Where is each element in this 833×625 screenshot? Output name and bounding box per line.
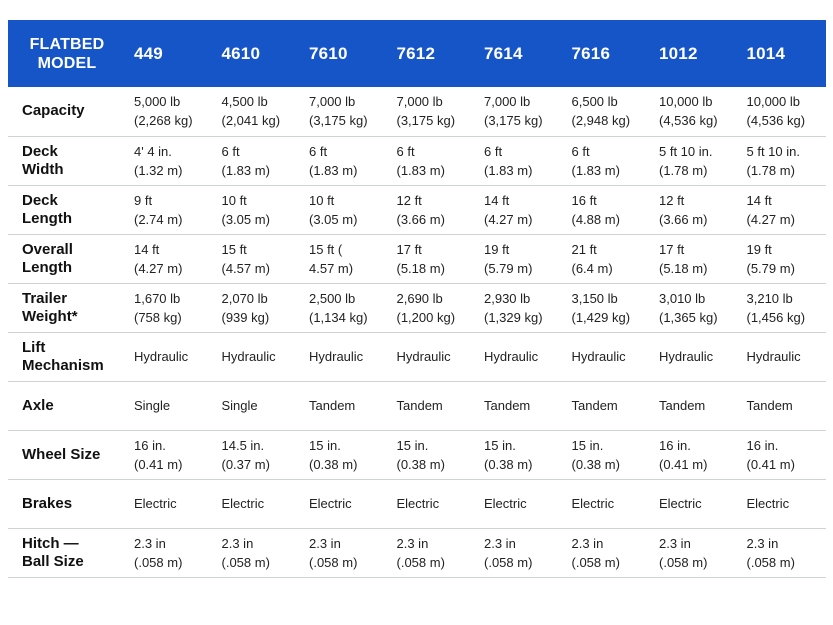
cell-value-primary: 6 ft [221,143,240,159]
model-header: 449 [126,20,214,87]
table-cell [214,283,302,332]
table-cell [651,87,739,136]
table-cell [214,185,302,234]
table-cell [476,479,564,528]
row-label-line: Mechanism [22,356,104,374]
cell-value-primary: Tandem [746,398,793,413]
cell-value-metric: (939 kg) [221,309,270,325]
cell-value-metric: (6.4 m) [571,260,613,276]
table-cell [564,136,652,185]
table-cell [476,430,564,479]
cell-value-metric: (.058 m) [484,554,533,570]
cell-value-primary: 15 in. [309,437,341,453]
cell-value-primary: 12 ft [659,192,685,208]
cell-value-primary: 17 ft [659,241,685,257]
corner-header [8,20,126,87]
table-cell [739,234,827,283]
cell-value-primary: 21 ft [571,241,597,257]
cell-value-primary: Electric [134,496,177,511]
cell-value-metric: (0.38 m) [484,456,533,472]
cell-value-primary: 6 ft [571,143,590,159]
cell-value-primary: 2,500 lb [309,290,356,306]
cell-value-primary: 2.3 in [134,535,166,551]
row-label-line: Length [22,258,72,276]
cell-value-primary: Hydraulic [309,349,364,364]
cell-value-primary: 6 ft [309,143,328,159]
cell-value-primary: 2.3 in [571,535,604,551]
table-cell [564,87,652,136]
table-cell [126,283,214,332]
cell-value-metric: (4.27 m) [134,260,183,276]
cell-value-primary: Electric [571,496,615,511]
table-cell [301,528,389,577]
cell-value-primary: Electric [396,496,440,511]
cell-value-primary: 7,000 lb [396,94,443,110]
model-header: 7612 [389,20,477,87]
cell-value-metric: (1.83 m) [396,162,445,178]
table-cell [389,87,477,136]
row-label [8,479,126,528]
cell-value-metric: (5.79 m) [746,260,795,276]
table-cell [389,430,477,479]
cell-value-primary: 2.3 in [221,535,254,551]
table-cell [301,479,389,528]
table-cell [651,430,739,479]
row-label-line: Hitch — [22,534,79,552]
cell-value-primary: Hydraulic [659,349,714,364]
model-header: 1014 [739,20,827,87]
cell-value-primary: 16 in. [746,437,779,453]
cell-value-primary: 19 ft [746,241,772,257]
header-row [8,20,826,87]
model-header: 7616 [564,20,652,87]
cell-value-primary: 15 in. [396,437,429,453]
cell-value-metric: (1,429 kg) [571,309,631,325]
cell-value-primary: 1,670 lb [134,290,181,306]
table-cell [739,185,827,234]
row-label-line: Trailer [22,289,68,307]
cell-value-metric: (0.38 m) [571,456,620,472]
cell-value-primary: 2.3 in [659,535,691,551]
row-label-line: Capacity [22,102,85,120]
cell-value-primary: Electric [221,496,265,511]
cell-value-primary: Tandem [659,398,706,413]
cell-value-primary: 15 in. [484,437,516,453]
cell-value-primary: 5 ft 10 in. [746,143,800,159]
cell-value-metric: (0.41 m) [134,456,183,472]
row-label-line: Axle [22,396,54,414]
table-cell [214,479,302,528]
cell-value-metric: (1.78 m) [659,162,708,178]
cell-value-metric: (758 kg) [134,309,182,325]
row-label [8,185,126,234]
cell-value-metric: (3,175 kg) [309,113,368,129]
row-label [8,283,126,332]
table-cell [126,87,214,136]
cell-value-primary: Single [221,398,258,413]
row-label-line: Lift [22,338,46,356]
cell-value-metric: (4,536 kg) [746,113,806,129]
cell-value-primary: 2.3 in [484,535,516,551]
row-label [8,528,126,577]
table-cell [214,234,302,283]
row-label [8,136,126,185]
cell-value-primary: 19 ft [484,241,510,257]
cell-value-metric: (2,041 kg) [221,113,281,129]
row-label [8,381,126,430]
row-label-line: Deck [22,191,58,209]
cell-value-primary: 14 ft [134,241,160,257]
cell-value-primary: 16 ft [571,192,597,208]
table-cell [476,332,564,381]
table-cell [476,185,564,234]
cell-value-primary: 7,000 lb [484,94,531,110]
cell-value-metric: (1.78 m) [746,162,795,178]
table-cell [126,430,214,479]
table-row [8,136,826,185]
table-cell [739,381,827,430]
cell-value-primary: Tandem [396,398,443,413]
cell-value-metric: (4.27 m) [746,211,795,227]
table-cell [389,283,477,332]
cell-value-metric: (3,175 kg) [484,113,543,129]
table-cell [301,136,389,185]
row-label-line: Brakes [22,494,73,512]
table-cell [389,381,477,430]
cell-value-metric: (4.88 m) [571,211,620,227]
table-cell [651,332,739,381]
table-cell [476,234,564,283]
table-cell [126,381,214,430]
table-cell [739,87,827,136]
cell-value-primary: 9 ft [134,192,153,208]
cell-value-primary: 10 ft [309,192,335,208]
cell-value-primary: Hydraulic [571,349,626,364]
row-label [8,332,126,381]
table-cell [389,528,477,577]
table-row [8,430,826,479]
cell-value-primary: 16 in. [659,437,691,453]
cell-value-primary: 2.3 in [396,535,429,551]
table-cell [651,283,739,332]
cell-value-metric: (.058 m) [571,554,620,570]
row-label-line: Deck [22,142,58,160]
cell-value-primary: Tandem [309,398,356,413]
cell-value-metric: (1,456 kg) [746,309,806,325]
spec-table [8,20,826,578]
table-cell [564,479,652,528]
table-cell [476,136,564,185]
table-cell [651,479,739,528]
cell-value-primary: 7,000 lb [309,94,356,110]
row-label-line: Width [22,160,64,178]
cell-value-primary: Single [134,398,171,413]
table-cell [564,283,652,332]
cell-value-primary: 15 ft [221,241,247,257]
table-cell [476,381,564,430]
table-cell [564,430,652,479]
cell-value-metric: (.058 m) [396,554,445,570]
cell-value-primary: Hydraulic [221,349,276,364]
cell-value-metric: (5.18 m) [396,260,445,276]
table-cell [564,234,652,283]
cell-value-metric: (0.41 m) [746,456,795,472]
cell-value-metric: (0.38 m) [309,456,358,472]
cell-value-primary: 10,000 lb [746,94,800,110]
table-cell [301,430,389,479]
cell-value-primary: 4,500 lb [221,94,268,110]
table-cell [389,136,477,185]
table-cell [126,528,214,577]
cell-value-metric: (.058 m) [221,554,270,570]
cell-value-metric: (.058 m) [659,554,708,570]
cell-value-metric: (.058 m) [309,554,358,570]
table-cell [564,528,652,577]
cell-value-metric: (2,948 kg) [571,113,631,129]
cell-value-primary: Hydraulic [746,349,801,364]
row-label [8,234,126,283]
table-cell [651,234,739,283]
cell-value-primary: Electric [484,496,527,511]
table-cell [301,185,389,234]
cell-value-metric: (1.83 m) [309,162,358,178]
cell-value-metric: (0.37 m) [221,456,270,472]
table-cell [564,381,652,430]
table-cell [301,87,389,136]
table-cell [126,185,214,234]
cell-value-metric: (1.83 m) [571,162,620,178]
table-cell [739,283,827,332]
cell-value-metric: (1,329 kg) [484,309,543,325]
table-cell [301,332,389,381]
table-cell [126,234,214,283]
cell-value-primary: Tandem [571,398,618,413]
table-cell [389,185,477,234]
table-cell [651,185,739,234]
cell-value-metric: (1.32 m) [134,162,183,178]
table-cell [214,136,302,185]
cell-value-metric: (5.79 m) [484,260,533,276]
cell-value-metric: (3.66 m) [396,211,445,227]
cell-value-metric: (1.83 m) [484,162,533,178]
table-body [8,87,826,577]
cell-value-metric: 4.57 m) [309,260,354,276]
cell-value-metric: (3,175 kg) [396,113,456,129]
cell-value-primary: 12 ft [396,192,422,208]
cell-value-metric: (5.18 m) [659,260,708,276]
cell-value-metric: (1.83 m) [221,162,270,178]
corner-header-line: FLATBED [29,35,105,53]
table-row [8,381,826,430]
cell-value-primary: 6 ft [396,143,415,159]
cell-value-metric: (1,200 kg) [396,309,456,325]
table-cell [739,136,827,185]
cell-value-metric: (4.27 m) [484,211,533,227]
cell-value-metric: (0.41 m) [659,456,708,472]
row-label [8,430,126,479]
row-label-line: Wheel Size [22,445,101,463]
cell-value-metric: (4,536 kg) [659,113,718,129]
table-cell [214,528,302,577]
cell-value-primary: 4' 4 in. [134,143,172,159]
cell-value-metric: (2,268 kg) [134,113,193,129]
cell-value-primary: 10,000 lb [659,94,713,110]
table-row [8,479,826,528]
table-cell [651,136,739,185]
cell-value-primary: 3,010 lb [659,290,706,306]
table-cell [651,528,739,577]
table-cell [301,381,389,430]
cell-value-metric: (3.66 m) [659,211,708,227]
table-cell [564,185,652,234]
cell-value-metric: (3.05 m) [221,211,270,227]
table-row [8,283,826,332]
table-cell [389,332,477,381]
cell-value-primary: 2,930 lb [484,290,531,306]
table-cell [389,234,477,283]
table-cell [214,381,302,430]
cell-value-metric: (2.74 m) [134,211,183,227]
cell-value-primary: Hydraulic [396,349,451,364]
table-row [8,234,826,283]
cell-value-primary: 2,690 lb [396,290,443,306]
model-header: 4610 [214,20,302,87]
table-cell [739,332,827,381]
cell-value-metric: (.058 m) [746,554,795,570]
cell-value-metric: (.058 m) [134,554,183,570]
table-row [8,87,826,136]
table-cell [214,87,302,136]
table-cell [476,87,564,136]
table-cell [476,528,564,577]
model-header: 7610 [301,20,389,87]
cell-value-primary: Tandem [484,398,531,413]
cell-value-primary: 15 ft ( [309,241,343,257]
cell-value-primary: 3,210 lb [746,290,793,306]
table-cell [126,332,214,381]
cell-value-metric: (4.57 m) [221,260,270,276]
cell-value-primary: 2.3 in [746,535,779,551]
table-cell [214,430,302,479]
cell-value-metric: (1,365 kg) [659,309,718,325]
cell-value-metric: (0.38 m) [396,456,445,472]
table-row [8,528,826,577]
cell-value-primary: 6 ft [484,143,503,159]
row-label [8,87,126,136]
cell-value-primary: 5 ft 10 in. [659,143,713,159]
cell-value-primary: Electric [746,496,790,511]
table-cell [389,479,477,528]
cell-value-primary: 10 ft [221,192,247,208]
table-cell [739,430,827,479]
table-cell [301,283,389,332]
cell-value-primary: 14 ft [484,192,510,208]
table-cell [126,479,214,528]
cell-value-primary: Electric [659,496,702,511]
table-cell [301,234,389,283]
cell-value-primary: 2,070 lb [221,290,268,306]
cell-value-primary: Hydraulic [484,349,539,364]
cell-value-primary: Electric [309,496,352,511]
table-cell [739,479,827,528]
table-cell [214,332,302,381]
cell-value-primary: 17 ft [396,241,422,257]
table-row [8,332,826,381]
row-label-line: Ball Size [22,552,84,570]
cell-value-primary: 14.5 in. [221,437,265,453]
row-label-line: Overall [22,240,73,258]
cell-value-primary: 5,000 lb [134,94,181,110]
cell-value-primary: Hydraulic [134,349,189,364]
table-cell [739,528,827,577]
row-label-line: Weight* [22,307,78,325]
table-cell [564,332,652,381]
cell-value-primary: 3,150 lb [571,290,618,306]
row-label-line: Length [22,209,72,227]
table-header [8,20,826,87]
table-cell [651,381,739,430]
cell-value-primary: 14 ft [746,192,772,208]
table-row [8,185,826,234]
corner-header-line: MODEL [37,54,97,72]
cell-value-primary: 2.3 in [309,535,341,551]
table-cell [126,136,214,185]
table-cell [476,283,564,332]
cell-value-primary: 6,500 lb [571,94,618,110]
model-header: 1012 [651,20,739,87]
cell-value-primary: 15 in. [571,437,604,453]
model-header: 7614 [476,20,564,87]
cell-value-metric: (1,134 kg) [309,309,368,325]
cell-value-metric: (3.05 m) [309,211,358,227]
cell-value-primary: 16 in. [134,437,166,453]
